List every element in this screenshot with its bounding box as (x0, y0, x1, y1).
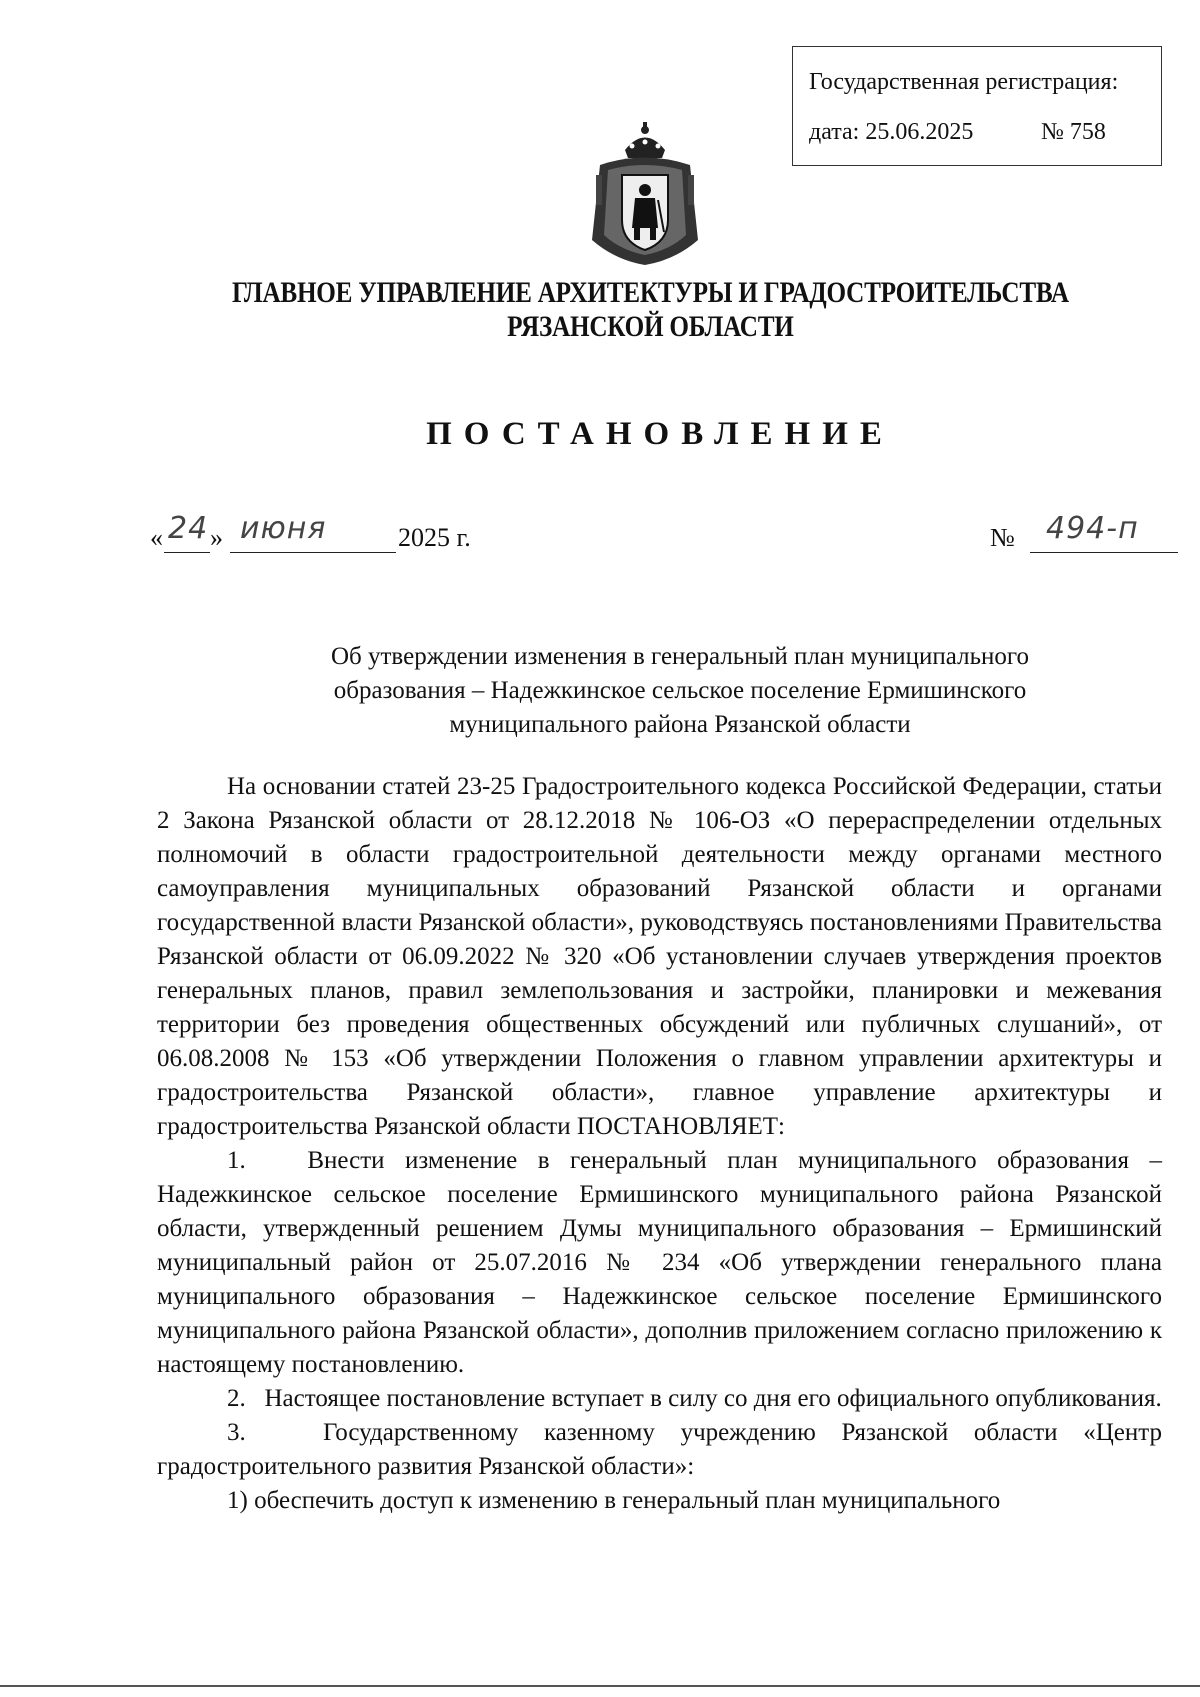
date-number-row (150, 511, 1180, 555)
page-bottom-divider (0, 1685, 1200, 1687)
item-2-paragraph: 2. Настоящее постановление вступает в силу со дня его официального опубликования. (227, 1385, 1162, 1412)
handwritten-number: 494-п (1046, 511, 1139, 546)
document-type-title: ПОСТАНОВЛЕНИЕ (426, 416, 894, 452)
quote-close: » (210, 523, 223, 552)
registration-stamp (792, 46, 1162, 166)
subject-line3: муниципального района Рязанской области (449, 711, 911, 738)
item-3-1-paragraph: 1) обеспечить доступ к изменению в генеральный план муниципального (227, 1487, 1001, 1514)
subject-line2: образования – Надежкинское сельское поселение Ермишинского (333, 677, 1027, 704)
registration-number: № 758 (1041, 119, 1106, 145)
registration-date: дата: 25.06.2025 (809, 119, 974, 145)
handwritten-month: июня (240, 511, 327, 546)
item-1-paragraph: 1. Внести изменение в генеральный план муниципального образования – Надежкинское сельское поселение Ермишинского муниципального района Рязанской области, утвержденный решением Думы муниципального образования – Ермишинский муниципальный район от 25.07.2016 № 234 «Об утверждении генерального плана муниципального образования – Надежкинское сельское поселение Ермишинского муниципального района Рязанской области», дополнив приложением согласно приложению к настоящему постановлению. (157, 1147, 1162, 1378)
coat-of-arms-icon (580, 120, 710, 270)
month-underline (230, 552, 396, 553)
handwritten-day: 24 (168, 511, 209, 546)
document-subject (230, 640, 1130, 742)
preamble-paragraph: На основании статей 23-25 Градостроительного кодекса Российской Федерации, статьи 2 Закона Рязанской области от 28.12.2018 № 106-ОЗ «О перераспределении отдельных полномочий в области градостроительной деятельности между органами местного самоуправления муниципальных образований Рязанской области и органами государственной власти Рязанской области», руководствуясь постановлениями Правительства Рязанской области от 06.09.2022 № 320 «Об установлении случаев утверждения проектов генеральных планов, правил землепользования и застройки, планировки и межевания территории без проведения общественных обсуждений или публичных слушаний», от 06.08.2008 № 153 «Об утверждении Положения о главном управлении архитектуры и градостроительства Рязанской области», главное управление архитектуры и градостроительства Рязанской области ПОСТАНОВЛЯЕТ: (157, 773, 1162, 1140)
number-label: № (990, 523, 1015, 552)
item-3-paragraph: 3. Государственному казенному учреждению Рязанской области «Центр градостроительного развития Рязанской области»: (157, 1419, 1162, 1480)
number-underline (1030, 552, 1178, 553)
document-body (157, 770, 1162, 1518)
subject-line1: Об утверждении изменения в генеральный план муниципального (330, 643, 1030, 670)
day-underline (164, 552, 210, 553)
quote-open: « (150, 523, 163, 552)
year-text: 2025 г. (398, 523, 471, 552)
organization-name-line2: РЯЗАНСКОЙ ОБЛАСТИ (507, 310, 794, 343)
organization-name-line1: ГЛАВНОЕ УПРАВЛЕНИЕ АРХИТЕКТУРЫ И ГРАДОСТРОИТЕЛЬСТВА (231, 276, 1069, 309)
registration-title: Государственная регистрация: (809, 69, 1119, 95)
